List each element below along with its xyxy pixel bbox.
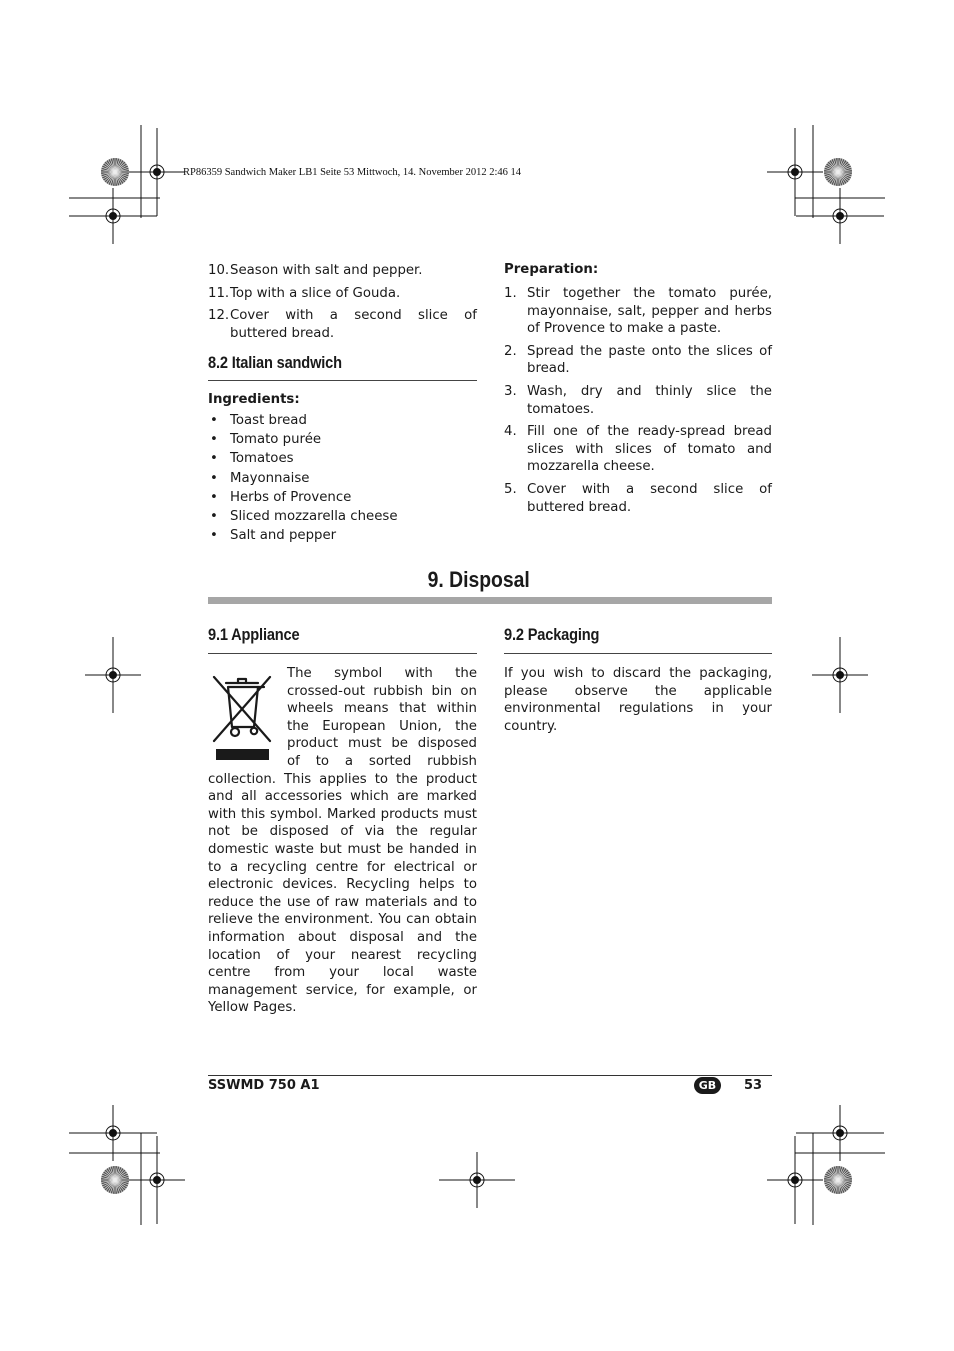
- step-text: Cover with a second slice of buttered bread.: [230, 308, 477, 341]
- list-item: [208, 489, 477, 507]
- registration-starburst: [823, 1165, 853, 1195]
- packaging-text: If you wish to discard the packaging, please observe the applicable environmental regulations in your country.: [504, 666, 772, 734]
- step-text: Cover with a second slice of buttered bread.: [527, 481, 772, 515]
- list-item: [504, 481, 772, 516]
- preparation-heading: Preparation:: [504, 262, 599, 277]
- print-header: RP86359 Sandwich Maker LB1 Seite 53 Mittwoch, 14. November 2012 2:46 14: [183, 167, 522, 178]
- registration-crosshair: [432, 1135, 522, 1225]
- step-number: 5.: [504, 481, 517, 497]
- appliance-text: The symbol with the crossed-out rubbish bin on wheels means that within the European Union, the product must be disposed of to a sorted rubbish collection. This applies to the product and all accessories which are marked with this symbol. Marked products must not be disposed of via the regular domestic waste but must be handed in to a recycling centre for electrical or electronic devices. Recycling helps to reduce the use of raw materials and to relieve the environment. You can obtain information about disposal and the location of your nearest recycling centre from your local waste management service, for example, or Yellow Pages.: [208, 666, 477, 1016]
- registration-crosshair: [68, 630, 158, 720]
- step-number: 1.: [504, 286, 517, 301]
- list-item: [504, 343, 772, 378]
- bullet: •: [210, 470, 218, 486]
- list-item: [208, 412, 477, 430]
- bullet: •: [210, 528, 218, 544]
- section-title-italian-sandwich: 8.2 Italian sandwich: [208, 353, 342, 372]
- step-number: 2.: [504, 343, 517, 359]
- step-text: Fill one of the ready-spread bread slices with slices of tomato and mozzarella cheese.: [527, 424, 772, 475]
- appliance-section: [208, 665, 477, 1017]
- step-text: Spread the paste onto the slices of bread.: [527, 343, 772, 377]
- step-text: Stir together the tomato purée, mayonnaise, salt, pepper and herbs of Provence to make a paste.: [527, 286, 772, 337]
- section-title-packaging: 9.2 Packaging: [504, 625, 600, 644]
- ingredient-text: Herbs of Provence: [230, 489, 352, 505]
- ingredient-text: Tomatoes: [230, 451, 294, 467]
- left-column-top: [208, 262, 477, 347]
- bullet: •: [210, 489, 218, 505]
- section-title-appliance: 9.1 Appliance: [208, 625, 300, 644]
- list-item: [208, 307, 477, 342]
- preparation-steps-list: [504, 285, 772, 516]
- list-item: [208, 470, 477, 488]
- continued-steps-list: [208, 262, 477, 342]
- step-number: 12.: [208, 308, 230, 324]
- ingredients-heading: Ingredients:: [208, 392, 300, 407]
- section-divider: [208, 653, 477, 654]
- ingredients-section: [208, 412, 477, 546]
- bullet: •: [210, 413, 218, 428]
- ingredient-text: Sliced mozzarella cheese: [230, 508, 398, 524]
- ingredient-text: Salt and pepper: [230, 528, 337, 544]
- footer-rule: [208, 1075, 772, 1076]
- registration-starburst: [100, 157, 130, 187]
- bullet: •: [210, 508, 218, 524]
- list-item: [504, 285, 772, 338]
- bullet: •: [210, 432, 218, 448]
- language-badge: GB: [694, 1077, 721, 1094]
- step-number: 4.: [504, 424, 517, 440]
- section-divider: [208, 380, 477, 381]
- list-item: [208, 285, 477, 303]
- list-item: [504, 423, 772, 476]
- section-divider: [504, 653, 772, 654]
- ingredients-list: [208, 412, 477, 545]
- list-item: [208, 527, 477, 545]
- step-number: 10.: [208, 263, 230, 278]
- footer-model: SSWMD 750 A1: [208, 1078, 320, 1093]
- chapter-bar: [208, 597, 772, 604]
- ingredient-text: Mayonnaise: [230, 470, 310, 486]
- right-column-top: [504, 285, 772, 521]
- list-item: [208, 262, 477, 280]
- step-number: 11.: [208, 285, 230, 301]
- list-item: [208, 450, 477, 468]
- list-item: [504, 383, 772, 418]
- list-item: [208, 431, 477, 449]
- ingredient-text: Tomato purée: [230, 432, 322, 448]
- chapter-title: 9. Disposal: [427, 567, 530, 592]
- bullet: •: [210, 451, 218, 467]
- registration-starburst: [100, 1165, 130, 1195]
- page-number: 53: [744, 1078, 763, 1093]
- step-number: 3.: [504, 383, 517, 399]
- step-text: Wash, dry and thinly slice the tomatoes.: [527, 383, 772, 417]
- weee-symbol: [208, 665, 286, 761]
- step-text: Top with a slice of Gouda.: [230, 285, 401, 301]
- step-text: Season with salt and pepper.: [230, 263, 423, 278]
- registration-starburst: [823, 157, 853, 187]
- list-item: [208, 508, 477, 526]
- ingredient-text: Toast bread: [230, 413, 307, 428]
- crossed-out-wheelie-bin-icon: [208, 665, 278, 761]
- registration-crosshair: [795, 630, 885, 720]
